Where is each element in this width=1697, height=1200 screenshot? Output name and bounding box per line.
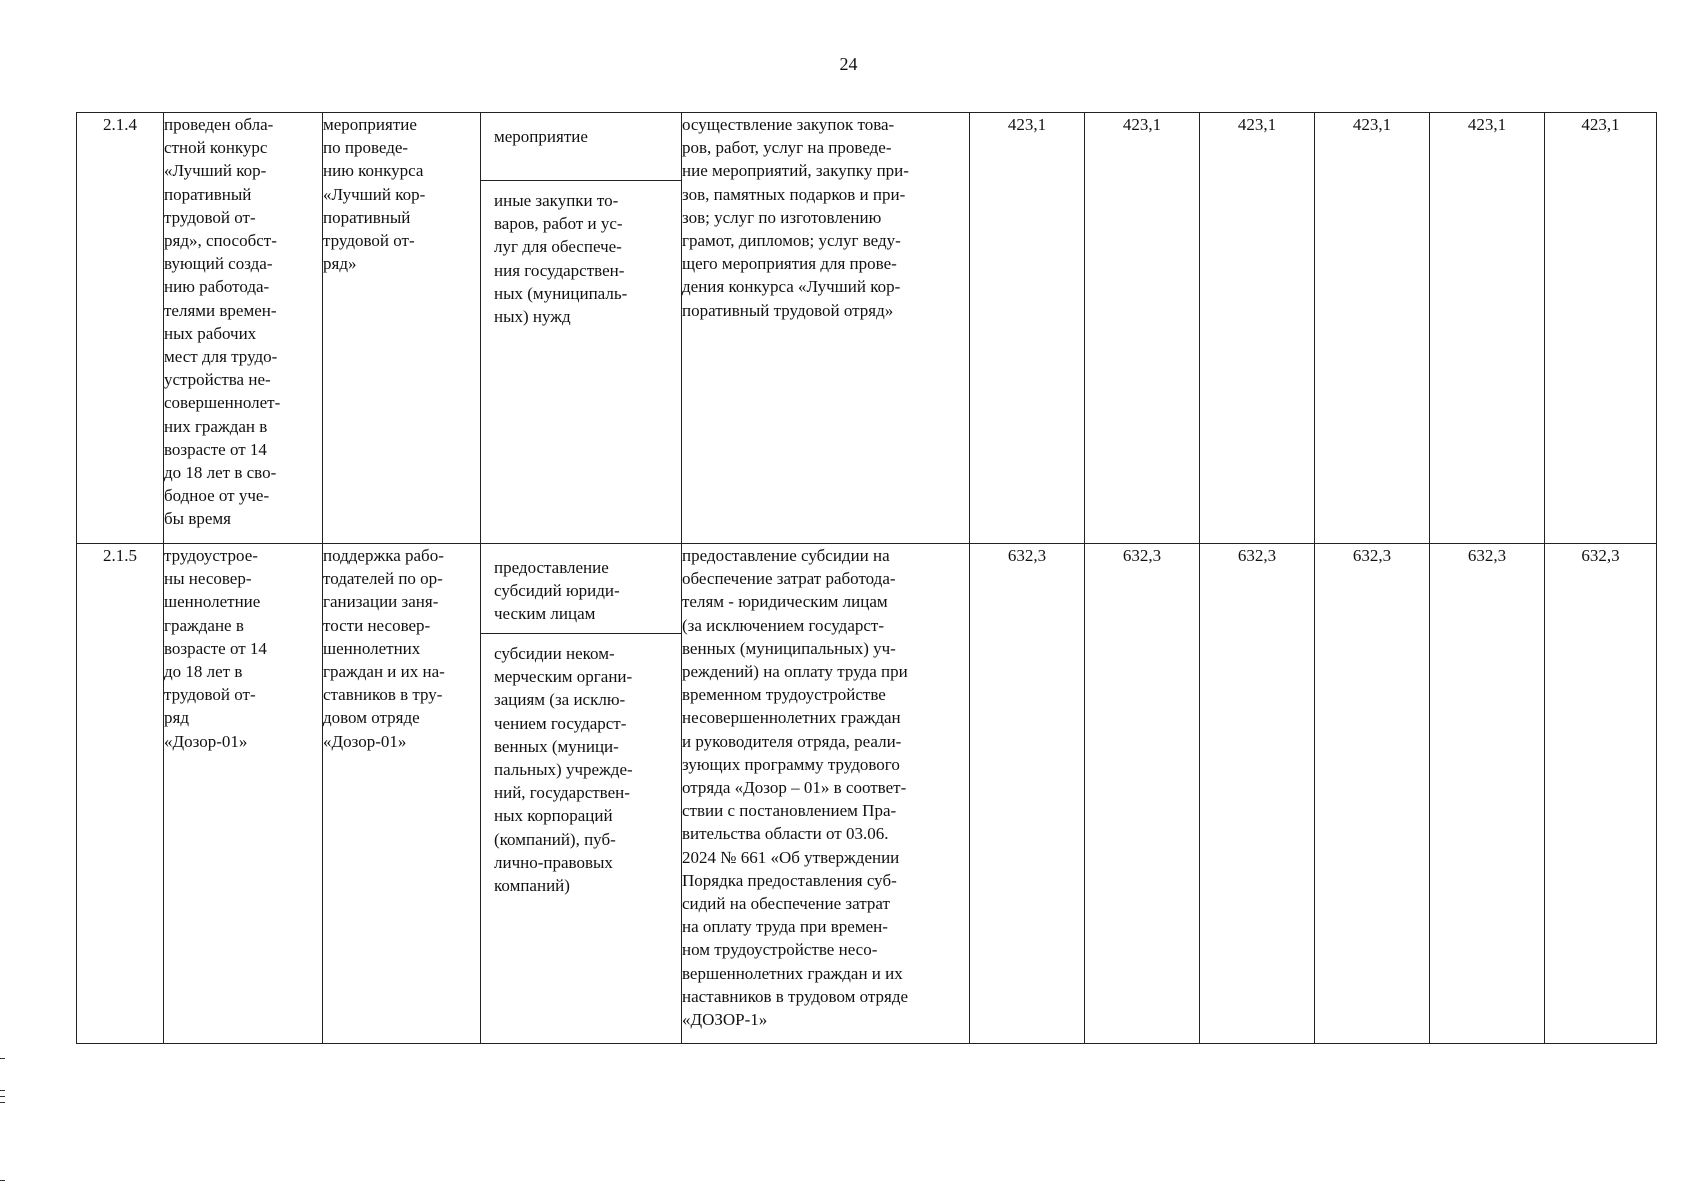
result-cell	[164, 113, 323, 544]
text-line: мерческим органи-	[494, 667, 633, 687]
text-line: варов, работ и ус-	[494, 214, 623, 234]
text-line: бы время	[164, 509, 231, 529]
text-line: поддержка рабо-	[323, 546, 444, 565]
text-line: (компаний), пуб-	[494, 829, 616, 849]
text-line: ных (муниципаль-	[494, 283, 628, 303]
text-line: предоставление субсидии на	[682, 546, 890, 565]
text-line: тодателей по ор-	[323, 569, 443, 589]
value-cell: 423,1	[1545, 113, 1657, 544]
text-line: поративный трудовой отряд»	[682, 300, 894, 320]
text-line: венных (муници-	[494, 736, 619, 756]
description-cell	[682, 544, 970, 1044]
text-line: лично-правовых	[494, 852, 613, 872]
text-line: ных рабочих	[164, 323, 257, 343]
value-cell: 632,3	[1430, 544, 1545, 1044]
scan-mark	[0, 1102, 5, 1103]
text-line: зующих программу трудового	[682, 754, 900, 774]
value-cell: 423,1	[1200, 113, 1315, 544]
text-line: до 18 лет в сво-	[164, 463, 277, 483]
value-cell: 632,3	[1545, 544, 1657, 1044]
text-line: них граждан в	[164, 416, 268, 436]
text-line: вующий созда-	[164, 254, 273, 274]
text-line: телями времен-	[164, 300, 277, 320]
text-line: возрасте от 14	[164, 638, 267, 658]
text-line: «Дозор-01»	[164, 731, 248, 751]
text-line: на оплату труда при времен-	[682, 917, 888, 937]
text-line: ров, работ, услуг на проведе-	[682, 138, 892, 158]
text-line: дения конкурса «Лучший кор-	[682, 277, 901, 297]
text-line: ряд	[164, 708, 189, 728]
text-line: зациям (за исклю-	[494, 690, 626, 710]
table-row	[77, 113, 1657, 544]
text-line: ганизации заня-	[323, 592, 439, 612]
text-line: грамот, дипломов; услуг веду-	[682, 231, 901, 251]
text-line: ния государствен-	[494, 260, 625, 280]
text-line: поративный	[164, 184, 252, 204]
text-line: ных корпораций	[494, 806, 613, 826]
text-line: мероприятие	[494, 127, 588, 146]
text-line: наставников в трудовом отряде	[682, 986, 909, 1006]
text-line: зов, памятных подарков и при-	[682, 184, 906, 204]
text-line: граждан и их на-	[323, 662, 445, 682]
text-line: ний, государствен-	[494, 783, 630, 803]
scan-mark	[0, 1058, 5, 1059]
text-line: совершеннолет-	[164, 393, 281, 413]
text-line: «Лучший кор-	[323, 184, 426, 204]
text-line: чением государст-	[494, 713, 627, 733]
page-number: 24	[839, 54, 858, 74]
text-line: и руководителя отряда, реали-	[682, 731, 902, 751]
row-number: 2.1.4	[77, 113, 164, 544]
text-line: телям - юридическим лицам	[682, 592, 888, 612]
text-line: устройства не-	[164, 370, 271, 390]
text-line: трудовой от-	[323, 231, 415, 251]
scan-mark	[0, 1096, 5, 1097]
text-line: осуществление закупок това-	[682, 115, 895, 134]
text-line: субсидии неком-	[494, 644, 615, 663]
table-row	[77, 544, 1657, 1044]
text-line: ческим лицам	[494, 604, 596, 624]
text-line: трудовой от-	[164, 207, 256, 227]
text-line: отряда «Дозор – 01» в соответ-	[682, 778, 907, 798]
value-cell: 632,3	[1315, 544, 1430, 1044]
text-line: возрасте от 14	[164, 439, 267, 459]
text-line: до 18 лет в	[164, 662, 243, 682]
value-cell: 423,1	[1315, 113, 1430, 544]
text-line: трудоустрое-	[164, 546, 258, 565]
value-cell: 632,3	[1200, 544, 1315, 1044]
text-line: нию работода-	[164, 277, 270, 297]
text-line: стной конкурс	[164, 138, 268, 158]
text-line: (за исключением государст-	[682, 615, 885, 635]
value-cell: 632,3	[1085, 544, 1200, 1044]
measure-cell	[323, 544, 481, 1044]
text-line: «Лучший кор-	[164, 161, 267, 181]
text-line: обеспечение затрат работода-	[682, 569, 896, 589]
text-line: ставников в тру-	[323, 685, 443, 705]
value-cell: 423,1	[970, 113, 1085, 544]
text-line: компаний)	[494, 876, 570, 896]
text-line: вершеннолетних граждан и их	[682, 963, 903, 983]
text-line: реждений) на оплату труда при	[682, 662, 908, 682]
text-line: 2024 № 661 «Об утверждении	[682, 847, 900, 867]
text-line: «ДОЗОР-1»	[682, 1010, 768, 1030]
direction-top	[481, 113, 681, 181]
text-line: ряд», способст-	[164, 231, 277, 251]
description-cell	[682, 113, 970, 544]
text-line: ны несовер-	[164, 569, 252, 589]
text-line: иные закупки то-	[494, 191, 619, 210]
direction-bottom	[481, 634, 681, 899]
text-line: предоставление	[494, 558, 609, 577]
text-line: ствии с постановлением Пра-	[682, 801, 897, 821]
text-line: щего мероприятия для прове-	[682, 254, 897, 274]
text-line: Порядка предоставления суб-	[682, 870, 897, 890]
text-line: венных (муниципальных) уч-	[682, 638, 896, 658]
value-cell: 632,3	[970, 544, 1085, 1044]
text-line: ном трудоустройстве несо-	[682, 940, 878, 960]
text-line: по проведе-	[323, 138, 409, 158]
value-cell: 423,1	[1085, 113, 1200, 544]
text-line: шеннолетние	[164, 592, 261, 612]
text-line: ных) нужд	[494, 307, 571, 327]
scan-mark	[0, 1090, 5, 1091]
text-line: пальных) учрежде-	[494, 760, 633, 780]
text-line: зов; услуг по изготовлению	[682, 207, 882, 227]
text-line: «Дозор-01»	[323, 731, 407, 751]
direction-top	[481, 544, 681, 634]
text-line: шеннолетних	[323, 638, 421, 658]
text-line: поративный	[323, 207, 411, 227]
text-line: вительства области от 03.06.	[682, 824, 889, 844]
text-line: мест для трудо-	[164, 347, 278, 367]
scan-mark	[0, 1180, 5, 1181]
text-line: довом отряде	[323, 708, 420, 728]
text-line: проведен обла-	[164, 115, 274, 134]
text-line: трудовой от-	[164, 685, 256, 705]
text-line: ряд»	[323, 254, 357, 274]
text-line: мероприятие	[323, 115, 417, 134]
text-line: сидий на обеспечение затрат	[682, 894, 890, 914]
direction-cell	[481, 113, 682, 544]
text-line: временном трудоустройстве	[682, 685, 886, 705]
row-number: 2.1.5	[77, 544, 164, 1044]
text-line: нию конкурса	[323, 161, 424, 181]
program-table	[76, 112, 1657, 1044]
result-cell	[164, 544, 323, 1044]
text-line: луг для обеспече-	[494, 237, 622, 257]
text-line: бодное от уче-	[164, 486, 270, 506]
text-line: ние мероприятий, закупку при-	[682, 161, 909, 181]
measure-cell	[323, 113, 481, 544]
value-cell: 423,1	[1430, 113, 1545, 544]
text-line: тости несовер-	[323, 615, 431, 635]
text-line: граждане в	[164, 615, 244, 635]
text-line: несовершеннолетних граждан	[682, 708, 901, 728]
text-line: субсидий юриди-	[494, 581, 620, 601]
direction-bottom	[481, 181, 681, 330]
direction-cell	[481, 544, 682, 1044]
